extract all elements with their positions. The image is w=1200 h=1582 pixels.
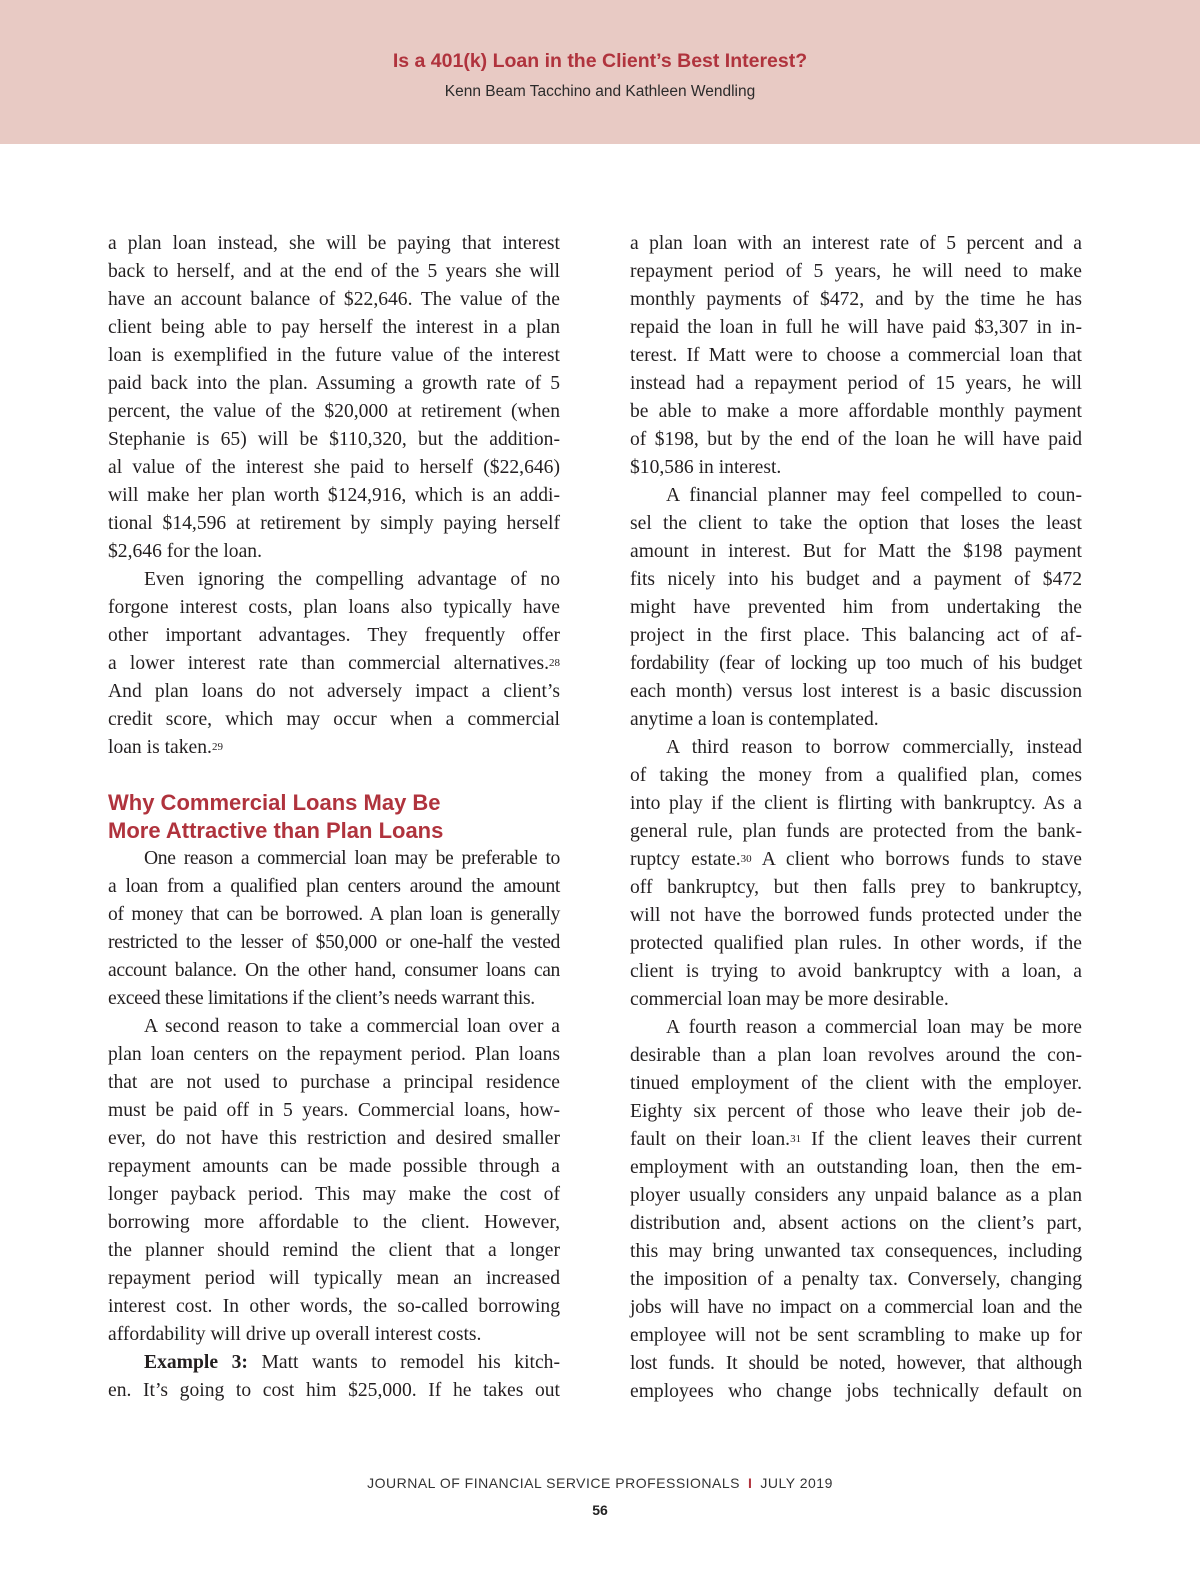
text-line: of $198, but by the end of the loan he will have paid	[630, 429, 1082, 450]
text-line: instead had a repayment period of 15 years, he will	[630, 373, 1082, 394]
paragraph	[630, 1014, 1082, 1406]
text-line: borrowing more affordable to the client. However,	[108, 1212, 560, 1233]
text-line: employee will not be sent scrambling to make up for	[630, 1325, 1082, 1346]
text-line: client being able to pay herself the interest in a plan	[108, 317, 560, 338]
text-fragment: Matt wants to remodel his kitch-	[247, 1352, 560, 1373]
text-line: will not have the borrowed funds protected under the	[630, 905, 1082, 926]
paragraph	[108, 1013, 560, 1349]
text-line: A fourth reason a commercial loan may be more	[666, 1017, 1082, 1038]
text-line: forgone interest costs, plan loans also typically have	[108, 597, 560, 618]
text-line: exceed these limitations if the client’s needs warrant this.	[108, 988, 535, 1009]
text-line: employees who change jobs technically default on	[630, 1381, 1082, 1402]
text-line: plan loan centers on the repayment period. Plan loans	[108, 1044, 560, 1065]
text-line: restricted to the lesser of $50,000 or one-half the vested	[108, 932, 560, 953]
text-line: longer payback period. This may make the cost of	[108, 1184, 560, 1205]
article-title: Is a 401(k) Loan in the Client’s Best Interest?	[392, 50, 808, 72]
text-line	[630, 1126, 1082, 1154]
text-line: client is trying to avoid bankruptcy with a loan, a	[630, 961, 1082, 982]
text-line: Even ignoring the compelling advantage of no	[144, 569, 560, 590]
footnote-ref-31: 31	[790, 1133, 802, 1145]
text-line: into play if the client is flirting with bankruptcy. As a	[630, 793, 1082, 814]
left-column	[108, 230, 560, 1405]
text-line: repayment amounts can be made possible through a	[108, 1156, 560, 1177]
text-line: en. It’s going to cost him $25,000. If he takes out	[108, 1380, 560, 1401]
text-line: account balance. On the other hand, consumer loans can	[108, 960, 560, 981]
text-fragment: loan is taken.	[108, 737, 212, 758]
text-line: the imposition of a penalty tax. Conversely, changing	[630, 1269, 1082, 1290]
text-line: this may bring unwanted tax consequences, including	[630, 1241, 1082, 1262]
text-line: $2,646 for the loan.	[108, 541, 262, 562]
footnote-ref-30: 30	[740, 853, 752, 865]
issue-date: JULY 2019	[760, 1475, 833, 1491]
text-line: general rule, plan funds are protected from the bank-	[630, 821, 1082, 842]
text-line: distribution and, absent actions on the client’s part,	[630, 1213, 1082, 1234]
paragraph	[108, 1349, 560, 1405]
paragraph	[630, 230, 1082, 482]
text-line: Eighty six percent of those who leave their job de-	[630, 1101, 1082, 1122]
text-fragment: A client who borrows funds to stave	[751, 849, 1082, 870]
text-line: of money that can be borrowed. A plan loan is generally	[108, 904, 560, 925]
heading-line: More Attractive than Plan Loans	[108, 818, 444, 843]
text-line: repaid the loan in full he will have paid $3,307 in in-	[630, 317, 1082, 338]
text-line	[108, 650, 560, 678]
text-fragment: a lower interest rate than commercial alternatives.	[108, 653, 549, 674]
footnote-ref-28: 28	[549, 657, 560, 669]
text-line	[108, 734, 560, 762]
text-line: fits nicely into his budget and a payment of $472	[630, 569, 1082, 590]
text-line: tinued employment of the client with the employer.	[630, 1073, 1082, 1094]
text-fragment: ruptcy estate.	[630, 849, 741, 870]
text-line: that are not used to purchase a principal residence	[108, 1072, 560, 1093]
text-line: a loan from a qualified plan centers around the amount	[108, 876, 560, 897]
paragraph	[630, 734, 1082, 1014]
text-line: affordability will drive up overall interest costs.	[108, 1324, 482, 1345]
text-line: might have prevented him from undertaking the	[630, 597, 1082, 618]
footer-separator: I	[748, 1475, 753, 1491]
text-line: sel the client to take the option that loses the least	[630, 513, 1082, 534]
text-line: credit score, which may occur when a commercial	[108, 709, 560, 730]
text-line: ever, do not have this restriction and desired smaller	[108, 1128, 560, 1149]
running-header	[0, 0, 1200, 144]
text-line: $10,586 in interest.	[630, 457, 782, 478]
spacer	[108, 762, 560, 789]
text-line: Stephanie is 65) will be $110,320, but the addition-	[108, 429, 560, 450]
text-line: al value of the interest she paid to herself ($22,646)	[108, 457, 560, 478]
text-line: A third reason to borrow commercially, instead	[666, 737, 1082, 758]
heading-line: Why Commercial Loans May Be	[108, 790, 441, 815]
text-line	[108, 1349, 560, 1377]
text-fragment: If the client leaves their current	[801, 1129, 1082, 1150]
example-label: Example 3:	[144, 1352, 248, 1373]
text-line: commercial loan may be more desirable.	[630, 989, 949, 1010]
text-line: fordability (fear of locking up too much of his budget	[630, 653, 1082, 674]
text-line: amount in interest. But for Matt the $198 payment	[630, 541, 1082, 562]
text-line: be able to make a more affordable monthly payment	[630, 401, 1082, 422]
text-line: lost funds. It should be noted, however, that although	[630, 1353, 1082, 1374]
footnote-ref-29: 29	[211, 741, 223, 753]
text-line: desirable than a plan loan revolves around the con-	[630, 1045, 1082, 1066]
text-line: of taking the money from a qualified plan, comes	[630, 765, 1082, 786]
text-line: terest. If Matt were to choose a commercial loan that	[630, 345, 1082, 366]
text-line: loan is exemplified in the future value of the interest	[108, 345, 560, 366]
text-line: other important advantages. They frequently offer	[108, 625, 560, 646]
text-line: And plan loans do not adversely impact a client’s	[108, 681, 560, 702]
text-line: repayment period will typically mean an increased	[108, 1268, 560, 1289]
text-line: One reason a commercial loan may be preferable to	[144, 848, 560, 869]
section-heading	[108, 789, 560, 845]
journal-name: JOURNAL OF FINANCIAL SERVICE PROFESSIONALS	[367, 1475, 741, 1491]
paragraph	[108, 230, 560, 566]
text-fragment: fault on their loan.	[630, 1129, 791, 1150]
paragraph	[630, 482, 1082, 734]
text-line: the planner should remind the client that a longer	[108, 1240, 560, 1261]
paragraph	[108, 845, 560, 1013]
text-line: interest cost. In other words, the so-called borrowing	[108, 1296, 560, 1317]
text-line: project in the first place. This balancing act of af-	[630, 625, 1082, 646]
text-line: each month) versus lost interest is a basic discussion	[630, 681, 1082, 702]
text-line: percent, the value of the $20,000 at retirement (when	[108, 401, 560, 422]
right-column	[630, 230, 1082, 1406]
text-line: A financial planner may feel compelled to coun-	[666, 485, 1082, 506]
text-line: monthly payments of $472, and by the time he has	[630, 289, 1082, 310]
text-line: repayment period of 5 years, he will need to make	[630, 261, 1082, 282]
text-line: will make her plan worth $124,916, which is an addi-	[108, 485, 560, 506]
text-line: ployer usually considers any unpaid balance as a plan	[630, 1185, 1082, 1206]
page-number: 56	[592, 1502, 608, 1518]
article-authors: Kenn Beam Tacchino and Kathleen Wendling	[444, 83, 756, 100]
text-line: off bankruptcy, but then falls prey to bankruptcy,	[630, 877, 1082, 898]
text-line	[630, 846, 1082, 874]
text-line: back to herself, and at the end of the 5 years she will	[108, 261, 560, 282]
text-line: A second reason to take a commercial loan over a	[144, 1016, 560, 1037]
text-line: a plan loan instead, she will be paying that interest	[108, 233, 560, 254]
text-line: a plan loan with an interest rate of 5 percent and a	[630, 233, 1082, 254]
text-line: protected qualified plan rules. In other words, if the	[630, 933, 1082, 954]
text-line: tional $14,596 at retirement by simply paying herself	[108, 513, 560, 534]
text-line: paid back into the plan. Assuming a growth rate of 5	[108, 373, 560, 394]
text-line: jobs will have no impact on a commercial loan and the	[630, 1297, 1082, 1318]
text-line: anytime a loan is contemplated.	[630, 709, 879, 730]
running-footer	[0, 1475, 1200, 1491]
text-line: must be paid off in 5 years. Commercial loans, how-	[108, 1100, 560, 1121]
text-line: employment with an outstanding loan, then the em-	[630, 1157, 1082, 1178]
text-line: have an account balance of $22,646. The value of the	[108, 289, 560, 310]
paragraph	[108, 566, 560, 762]
